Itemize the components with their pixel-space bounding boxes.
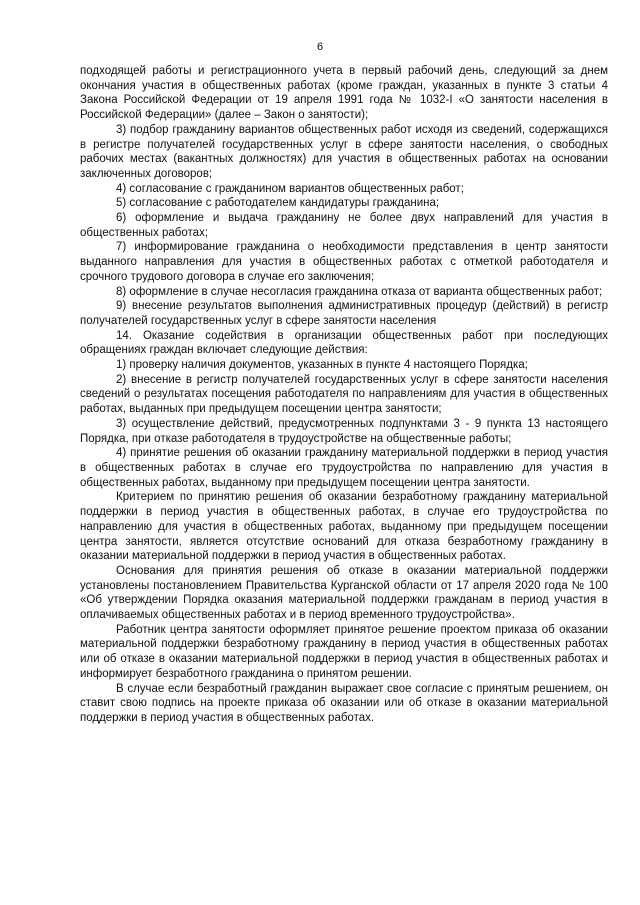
paragraph: В случае если безработный гражданин выражает свое согласие с принятым решением, он ставит свою подпись на проекте приказа об оказании или об отказе в оказании материальной поддержки в период участия в общественных работах. bbox=[80, 682, 608, 724]
paragraph: 2) внесение в регистр получателей государственных услуг в сфере занятости населения сведений о результатах посещения работодателя по направлениям для участия в общественных работах, выданных при предыдущем посещении центра занятости; bbox=[80, 373, 608, 416]
paragraph: 14. Оказание содействия в организации общественных работ при последующих обращениях граждан включает следующие действия: bbox=[80, 329, 608, 357]
paragraph: 3) осуществление действий, предусмотренных подпунктами 3 - 9 пункта 13 настоящего Порядка, при отказе работодателя в трудоустройстве на общественные работы; bbox=[80, 417, 608, 445]
paragraph: 5) согласование с работодателем кандидатуры гражданина; bbox=[116, 197, 440, 210]
paragraph: 7) информирование гражданина о необходимости представления в центр занятости выданного направления для участия в общественных работах с отметкой работодателя и срочного трудового договора в случае его заключения; bbox=[80, 241, 608, 283]
paragraph: Основания для принятия решения об отказе в оказании материальной поддержки установлены постановлением Правительства Курганской области от 17 апреля 2020 года № 100 «Об утверждении Порядка оказания материальной поддержки гражданам в период участия в оплачиваемых общественных работах и в период временного трудоустройства». bbox=[80, 564, 608, 622]
paragraph: 4) принятие решения об оказании гражданину материальной поддержки в период участия в общественных работах в случае его трудоустройства по направлению для участия в общественных работах, выданному при предыдущем посещении центра занятости. bbox=[80, 447, 608, 489]
paragraph: 9) внесение результатов выполнения административных процедур (действий) в регистр получателей государственных услуг в сфере занятости населения bbox=[80, 300, 608, 327]
paragraph: 1) проверку наличия документов, указанных в пункте 4 настоящего Порядка; bbox=[116, 359, 528, 372]
paragraph: Критерием по принятию решения об оказании безработному гражданину материальной поддержки в период участия в общественных работах, в случае его трудоустройства по направлению для участия в общественных работах, выданному при предыдущем посещении центра занятости, является отсутствие оснований для отказа безработному гражданину в оказании материальной поддержки в период участия в общественных работах. bbox=[80, 491, 608, 563]
paragraph: 4) согласование с гражданином вариантов общественных работ; bbox=[116, 182, 464, 195]
paragraph: подходящей работы и регистрационного учета в первый рабочий день, следующий за днем окончания участия в общественных работах (кроме граждан, указанных в пункте 3 статьи 4 Закона Российской Федерации от 19 апреля 1991 года № 1032-I «О занятости населения в Российской Федерации» (далее – Закон о занятости); bbox=[80, 65, 608, 122]
paragraph: 6) оформление и выдача гражданину не более двух направлений для участия в общественных работах; bbox=[80, 212, 608, 239]
document-body bbox=[80, 64, 608, 726]
paragraph: Работник центра занятости оформляет принятое решение проектом приказа об оказании материальной поддержки безработному гражданину в период участия в общественных работах или об отказе в оказании материальной поддержки в период участия в общественных работах и информирует безработного гражданина о принятом решении. bbox=[80, 623, 608, 680]
paragraph: 8) оформление в случае несогласия гражданина отказа от варианта общественных работ; bbox=[116, 285, 603, 298]
page-number: 6 bbox=[316, 41, 324, 53]
paragraph: 3) подбор гражданину вариантов общественных работ исходя из сведений, содержащихся в регистре получателей государственных услуг в сфере занятости населения, о свободных рабочих местах (вакантных должностях) для участия в общественных работах на основании заключенных договоров; bbox=[80, 123, 608, 180]
